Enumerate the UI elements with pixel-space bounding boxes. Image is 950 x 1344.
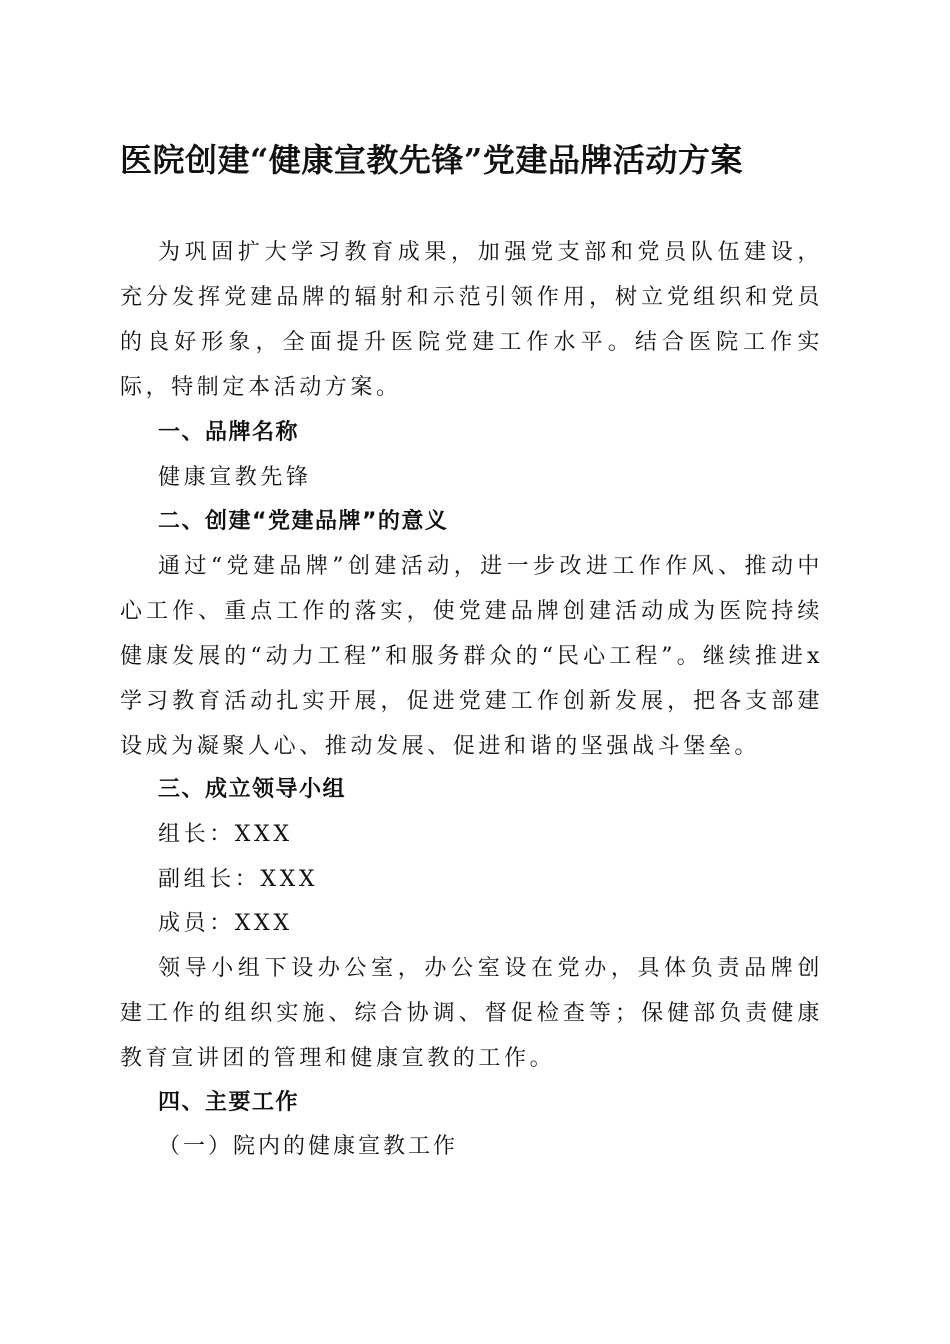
group-leader-text: 组长：XXX (158, 822, 293, 847)
section-heading-leadership-group: 三、成立领导小组 (158, 777, 347, 802)
section-heading-main-work: 四、主要工作 (158, 1090, 300, 1115)
deputy-leader-text: 副组长：XXX (158, 867, 319, 892)
section-heading-brand-name: 一、品牌名称 (158, 420, 300, 445)
leadership-office-paragraph: 领导小组下设办公室，办公室设在党办，具体负责品牌创建工作的组织实施、综合协调、督促检查等；保健部负责健康教育宣讲团的管理和健康宣教的工作。 (120, 956, 823, 1071)
members-text: 成员：XXX (158, 911, 293, 936)
subsection-heading-in-hospital-education: （一）院内的健康宣教工作 (158, 1134, 459, 1159)
brand-name-text: 健康宣教先锋 (158, 465, 312, 490)
significance-paragraph: 通过“党建品牌”创建活动，进一步改进工作作风、推动中心工作、重点工作的落实，使党建品牌创建活动成为医院持续健康发展的“动力工程”和服务群众的“民心工程”。继续推进x学习教育活动扎实开展，促进党建工作创新发展，把各支部建设成为凝聚人心、推动发展、促进和谐的坚强战斗堡垒。 (120, 554, 823, 759)
section-heading-significance: 二、创建“党建品牌”的意义 (158, 509, 449, 534)
intro-paragraph: 为巩固扩大学习教育成果，加强党支部和党员队伍建设，充分发挥党建品牌的辐射和示范引领作用，树立党组织和党员的良好形象，全面提升医院党建工作水平。结合医院工作实际，特制定本活动方案。 (120, 240, 823, 400)
document-title: 医院创建“健康宣教先锋”党建品牌活动方案 (120, 141, 743, 179)
